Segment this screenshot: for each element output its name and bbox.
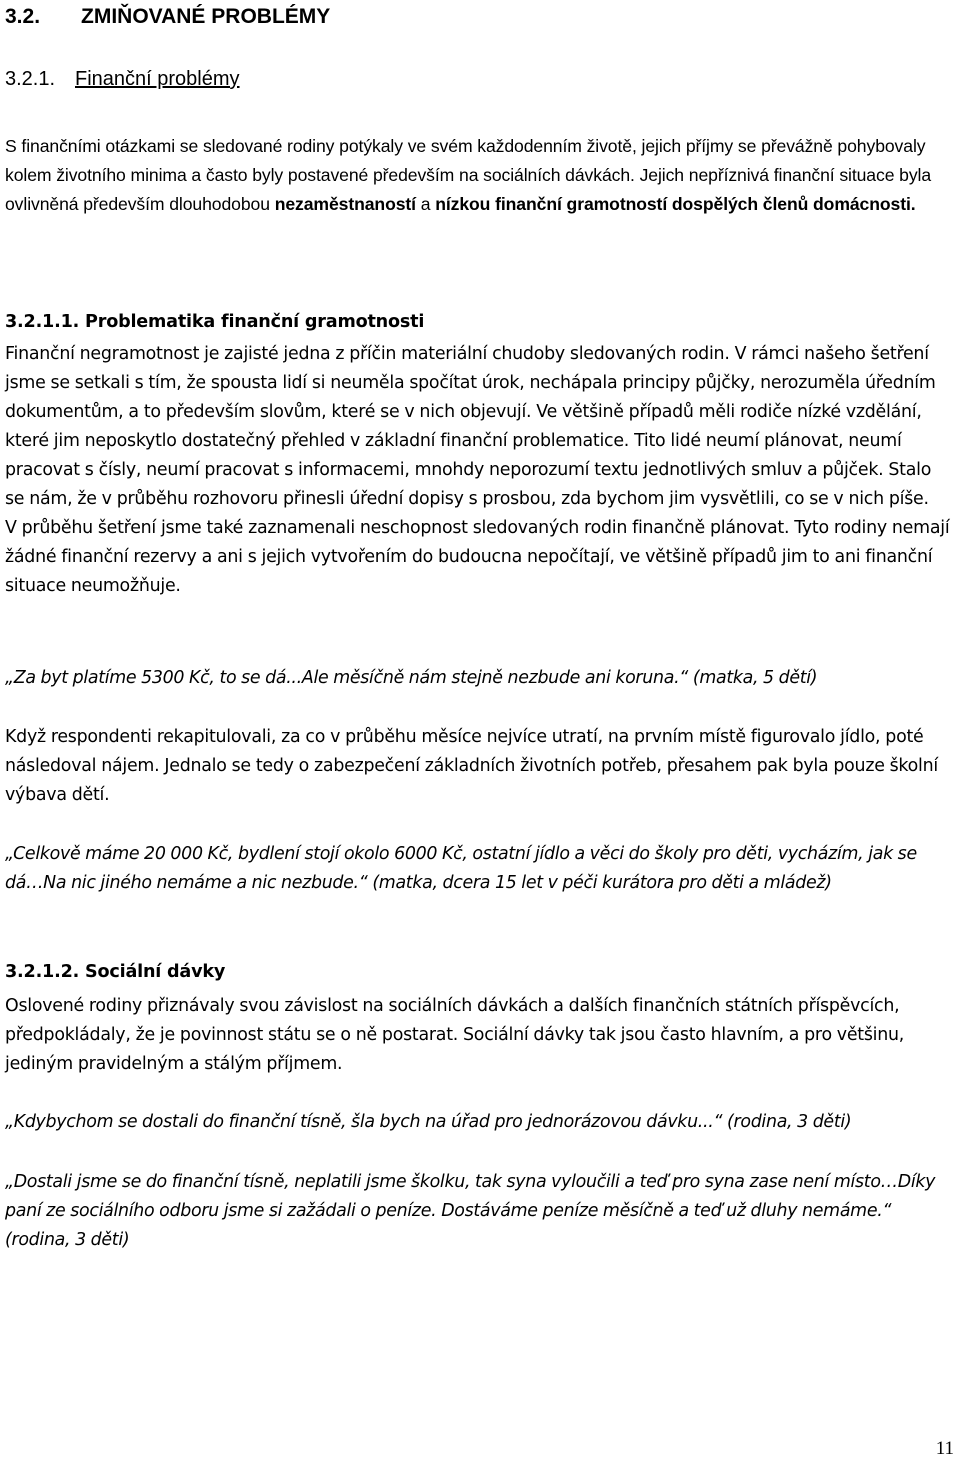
intro-text: S finančními otázkami se sledované rodiny potýkaly ve svém každodenním životě, jejich příjmy se převážně pohybovaly kolem životního minima a často byly postavené především na sociálních dávkách. Jejich nepříznivá finanční situace byla ovlivněná především dlouhodobou xyxy=(5,136,932,214)
intro-bold-unemployment: nezaměstnaností xyxy=(274,194,416,214)
section-title: Finanční problémy xyxy=(75,68,240,90)
benefits-paragraph: Oslovené rodiny přiznávaly svou závislost na sociálních dávkách a dalších finančních státních příspěvcích, předpokládaly, že je povinnost státu se o ně postarat. Sociální dávky tak jsou často hlavním, a pro většinu, jediným pravidelným a stálým příjmem. xyxy=(5,996,905,1074)
section-heading xyxy=(5,64,240,94)
literacy-paragraph-text: Finanční negramotnost je zajisté jedna z příčin materiální chudoby sledovaných rodin. V rámci našeho šetření jsme se setkali s tím, že spousta lidí si neuměla spočítat úrok, nechápala principy půjčky, nerozuměla úředním dokumentům, a to především slovům, které se v nich objevují. Ve většině případů měli rodiče nízké vzdělání, které jim neposkytlo dostatečný přehled v základní finanční problematice. Tito lidé neumí plánovat, neumí pracovat s čísly, neumí pracovat s informacemi, mnohdy neporozumí textu jednotlivých smluv a půjček. Stalo se nám, že v průběhu rozhovoru přinesli úřední dopisy s prosbou, zda bychom jim vysvětlili, co se v nich píše. xyxy=(5,344,936,509)
literacy-paragraph xyxy=(5,340,955,601)
intro-conjunction: a xyxy=(415,194,436,214)
subsection-heading-literacy: 3.2.1.1. Problematika finanční gramotnosti xyxy=(5,312,425,332)
quote-one-off-benefit: „Kdybychom se dostali do finanční tísně, šla bych na úřad pro jednorázovou dávku...“ (rodina, 3 děti) xyxy=(5,1112,852,1132)
chapter-heading xyxy=(5,2,330,32)
page-number: 11 xyxy=(935,1438,954,1459)
quote-budget: „Celkově máme 20 000 Kč, bydlení stojí okolo 6000 Kč, ostatní jídlo a věci do školy pro děti, vycházím, jak se dá…Na nic jiného nemáme a nic nezbude.“ (matka, dcera 15 let v péči kurátora pro děti a mládež) xyxy=(5,844,917,893)
quote-rent: „Za byt platíme 5300 Kč, to se dá...Ale měsíčně nám stejně nezbude ani koruna.“ (matka, 5 dětí) xyxy=(5,668,818,688)
quote-kindergarten: „Dostali jsme se do finanční tísně, neplatili jsme školku, tak syna vyloučili a teď pro syna zase není místo…Díky paní ze sociálního odboru jsme si zažádali o peníze. Dostáváme peníze měsíčně a teď už dluhy nemáme.“ (rodina, 3 děti) xyxy=(5,1172,936,1250)
section-number: 3.2.1. xyxy=(5,68,56,90)
spending-paragraph: Když respondenti rekapitulovali, za co v průběhu měsíce nejvíce utratí, na prvním místě figurovalo jídlo, poté následoval nájem. Jednalo se tedy o zabezpečení základních životních potřeb, přesahem pak byla pouze školní výbava dětí. xyxy=(5,727,938,805)
intro-bold-literacy: nízkou finanční gramotností dospělých členů domácnosti. xyxy=(435,194,916,214)
chapter-title: ZMIŇOVANÉ PROBLÉMY xyxy=(81,5,331,28)
planning-paragraph-text: V průběhu šetření jsme také zaznamenali neschopnost sledovaných rodin finančně plánovat. Tyto rodiny nemají žádné finanční rezervy a ani s jejich vytvořením do budoucna nepočítají, ve většině případů jim to ani finanční situace neumožňuje. xyxy=(5,518,950,596)
subsection-heading-benefits: 3.2.1.2. Sociální dávky xyxy=(5,962,226,982)
chapter-number: 3.2. xyxy=(5,5,41,28)
intro-paragraph xyxy=(5,132,955,219)
